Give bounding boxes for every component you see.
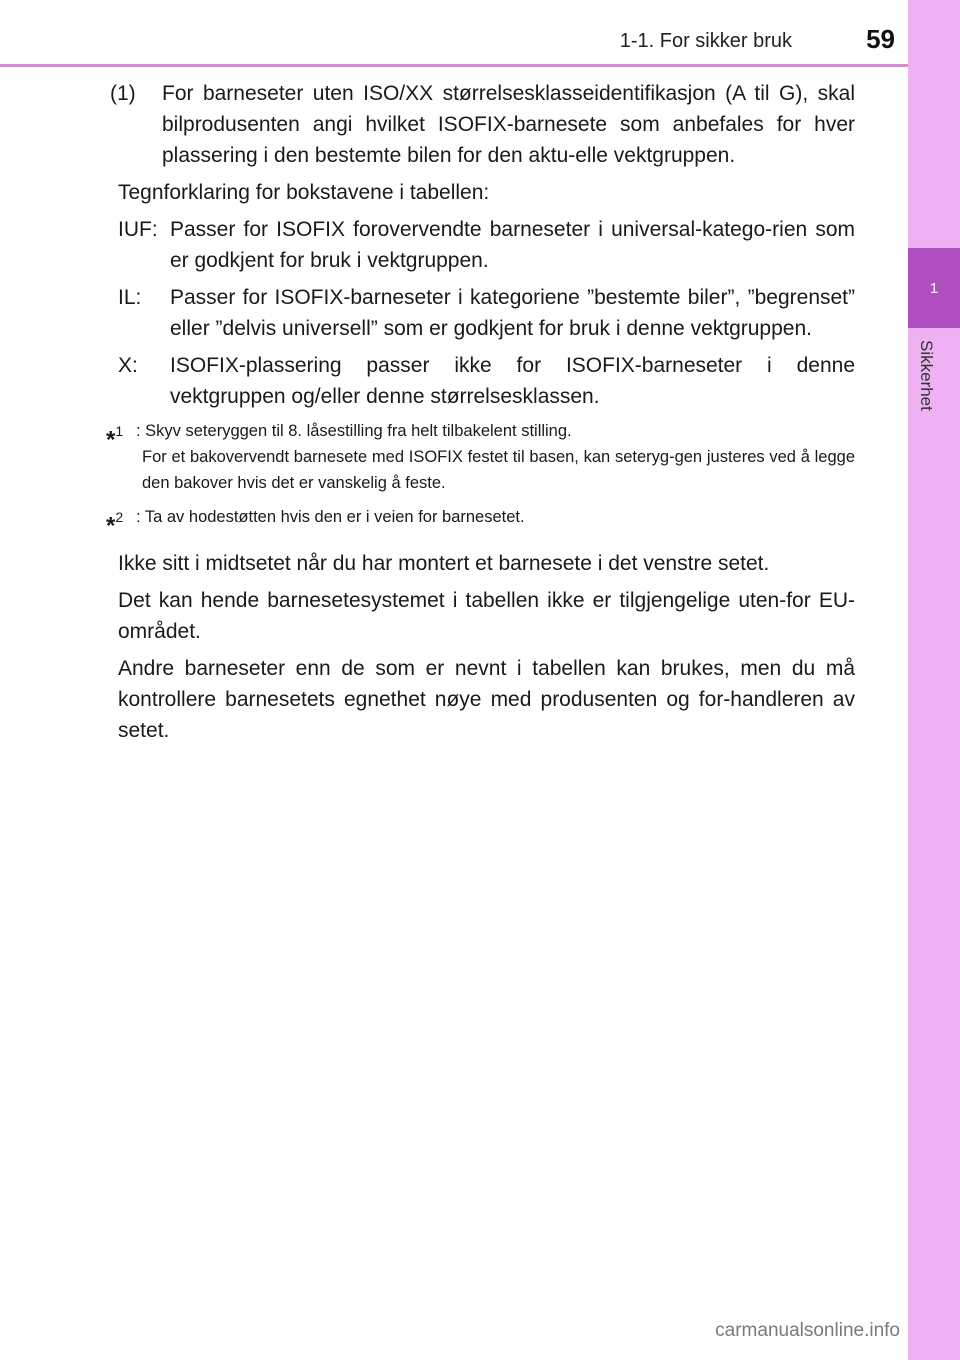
paragraph: Det kan hende barnesetesystemet i tabellen ikke er tilgjengelige uten-for EU-området. [118, 588, 855, 643]
note-text: For barneseter uten ISO/XX størrelsesklasseidentifikasjon (A til G), skal bilprodusenten angi hvilket ISOFIX-barnesete som anbefales for hver plassering i den bestemte bilen for den aktu-elle vektgruppen. [162, 82, 855, 167]
legend-label: X: [118, 354, 138, 377]
chapter-label: Sikkerhet [917, 340, 936, 411]
section-title: 1-1. For sikker bruk [619, 30, 792, 52]
legend-intro: Tegnforklaring for bokstavene i tabellen: [118, 181, 490, 204]
footnotes [106, 418, 855, 540]
legend-text: ISOFIX-plassering passer ikke for ISOFIX-barneseter i denne vektgruppen og/eller denne størrelsesklassen. [170, 354, 855, 408]
footnote-line: : Skyv seteryggen til 8. låsestilling fra helt tilbakelent stilling. [136, 422, 572, 440]
footnote-marker [106, 504, 136, 540]
footnote-line: For et bakovervendt barnesete med ISOFIX festet til basen, kan seteryg-gen justeres ved å legge den bakover hvis det er vanskelig å feste. [142, 448, 855, 492]
note-item [110, 78, 855, 171]
footnote-body [136, 504, 855, 540]
legend-text: Passer for ISOFIX-barneseter i kategoriene ”bestemte biler”, ”begrenset” eller ”delvis universell” som er godkjent for bruk i denne vektgruppen. [170, 286, 855, 340]
asterisk-icon: * [106, 426, 116, 454]
footnote-number: 2 [115, 509, 124, 525]
chapter-number-tab[interactable]: 1 [908, 248, 960, 328]
legend-text: Passer for ISOFIX forovervendte barneseter i universal-katego-rien som er godkjent for bruk i vektgruppen. [170, 218, 855, 272]
legend-item-iuf [118, 214, 855, 276]
footnote-1 [106, 418, 855, 496]
note-label: (1) [110, 82, 136, 105]
footnote-body [136, 418, 855, 496]
header-rule [0, 64, 960, 67]
page-number: 59 [866, 24, 895, 54]
legend-item-x [118, 350, 855, 412]
asterisk-icon: * [106, 512, 116, 540]
page-content [106, 78, 855, 752]
footnote-2 [106, 504, 855, 540]
watermark: carmanualsonline.info [715, 1320, 900, 1341]
chapter-side-tab [908, 0, 960, 1360]
paragraph: Ikke sitt i midtsetet når du har montert et barnesete i det venstre setet. [118, 551, 770, 575]
legend-label: IL: [118, 286, 142, 309]
footnote-marker [106, 418, 136, 496]
legend-item-il [118, 282, 855, 344]
footnote-number: 1 [115, 423, 124, 439]
footnote-line: : Ta av hodestøtten hvis den er i veien for barnesetet. [136, 508, 525, 526]
legend-label: IUF: [118, 218, 158, 241]
paragraph: Andre barneseter enn de som er nevnt i tabellen kan brukes, men du må kontrollere barnesetets egnethet nøye med produsenten og for-handleren av setet. [118, 656, 855, 742]
